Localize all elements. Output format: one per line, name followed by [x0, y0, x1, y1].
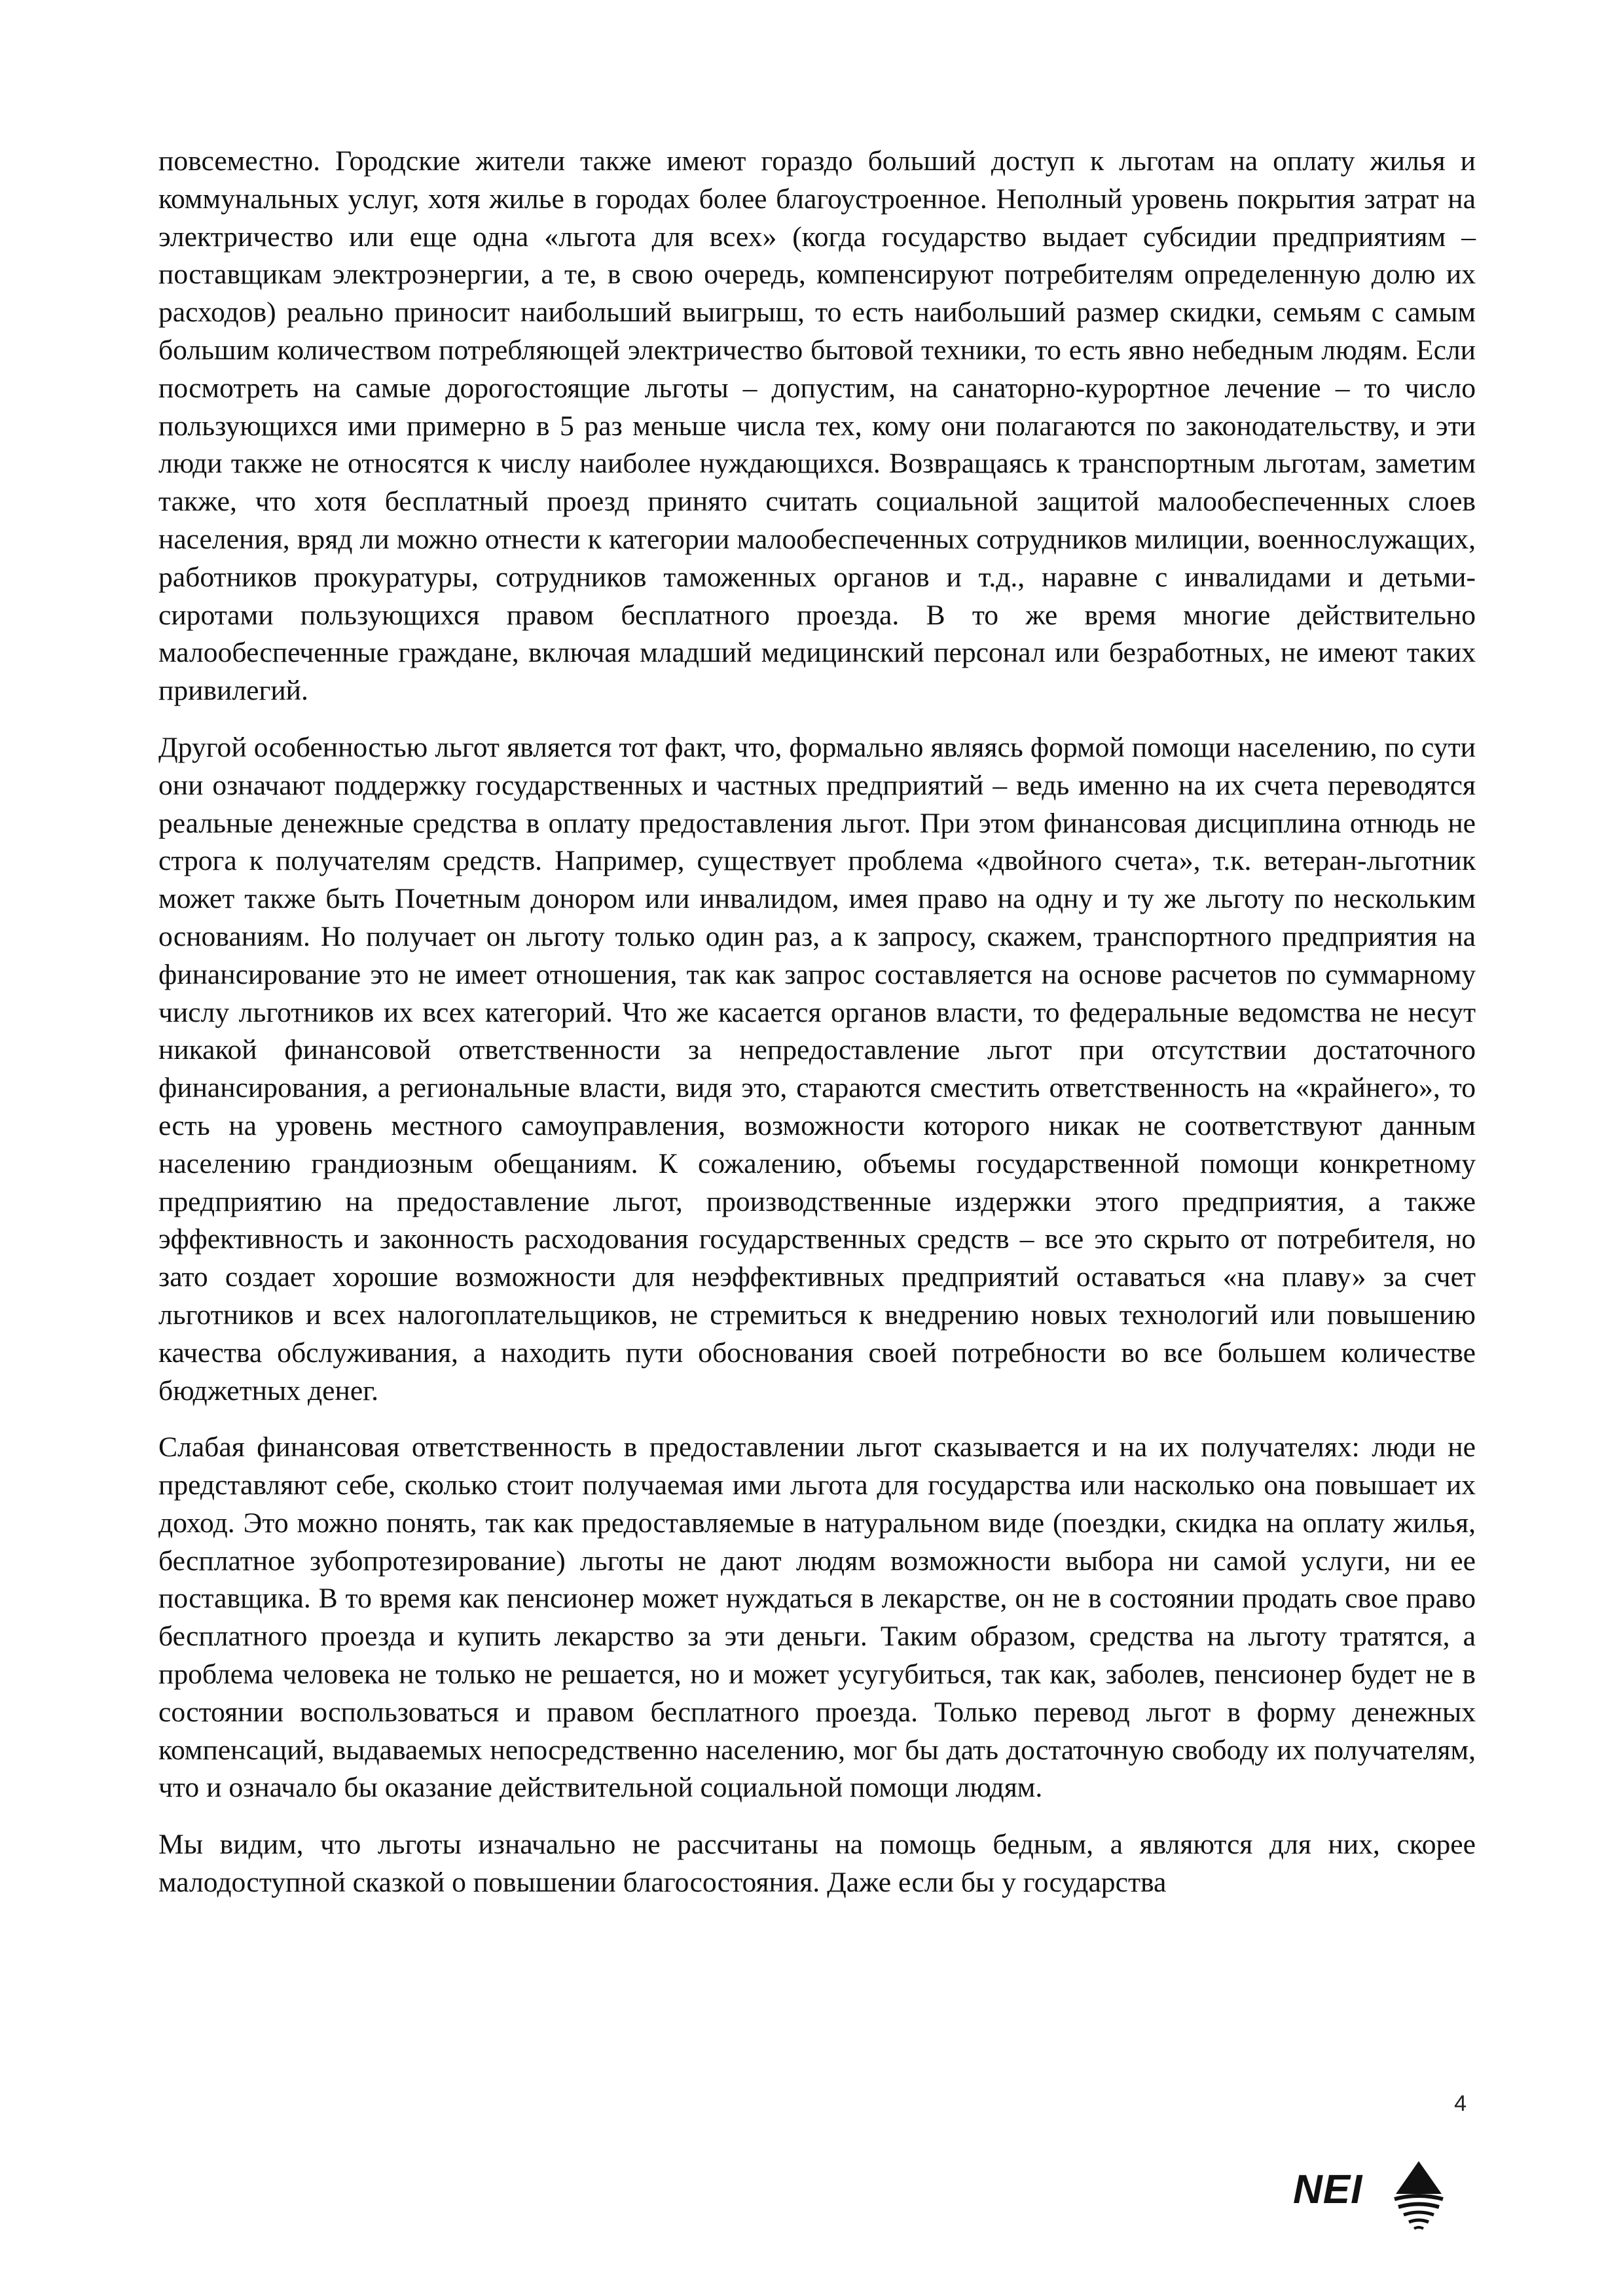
logo-text: NEI: [1293, 2167, 1363, 2212]
nei-logo: [1293, 2160, 1450, 2232]
paragraph-4: Мы видим, что льготы изначально не рассчитаны на помощь бедным, а являются для них, скорее малодоступной сказкой о повышении благосостояния. Даже если бы у государства: [158, 1829, 1476, 1899]
paragraph-1: повсеместно. Городские жители также имеют гораздо больший доступ к льготам на оплату жилья и коммунальных услуг, хотя жилье в городах более благоустроенное. Неполный уровень покрытия затрат на электричество или еще одна «льгота для всех» (когда государство выдает субсидии предприятиям – поставщикам электроэнергии, а те, в свою очередь, компенсируют потребителям определенную долю их расходов) реально приносит наибольший выигрыш, то есть наибольший размер скидки, семьям с самым большим количеством потребляющей электричество бытовой техники, то есть явно небедным людям. Если посмотреть на самые дорогостоящие льготы – допустим, на санаторно-курортное лечение – то число пользующихся ими примерно в 5 раз меньше числа тех, кому они полагаются по законодательству, и эти люди также не относятся к числу наиболее нуждающихся. Возвращаясь к транспортным льготам, заметим также, что хотя бесплатный проезд принято считать социальной защитой малообеспеченных слоев населения, вряд ли можно отнести к категории малообеспеченных сотрудников милиции, военнослужащих, работников прокуратуры, сотрудников таможенных органов и т.д., наравне с инвалидами и детьми-сиротами пользующихся правом бесплатного проезда. В то же время многие действительно малообеспеченные граждане, включая младший медицинский персонал или безработных, не имеют таких привилегий.: [158, 145, 1476, 707]
page-number: 4: [1454, 2091, 1467, 2116]
paragraph-2: Другой особенностью льгот является тот факт, что, формально являясь формой помощи населению, по сути они означают поддержку государственных и частных предприятий – ведь именно на их счета переводятся реальные денежные средства в оплату предоставления льгот. При этом финансовая дисциплина отнюдь не строга к получателям средств. Например, существует проблема «двойного счета», т.к. ветеран-льготник может также быть Почетным донором или инвалидом, имея право на одну и ту же льготу по нескольким основаниям. Но получает он льготу только один раз, а к запросу, скажем, транспортного предприятия на финансирование это не имеет отношения, так как запрос составляется на основе расчетов по суммарному числу льготников их всех категорий. Что же касается органов власти, то федеральные ведомства не несут никакой финансовой ответственности за непредоставление льгот при отсутствии достаточного финансирования, а региональные власти, видя это, стараются сместить ответственность на «крайнего», то есть на уровень местного самоуправления, возможности которого никак не соответствуют данным населению грандиозным обещаниям. К сожалению, объемы государственной помощи конкретному предприятию на предоставление льгот, производственные издержки этого предприятия, а также эффективность и законность расходования государственных средств – все это скрыто от потребителя, но зато создает хорошие возможности для неэффективных предприятий оставаться «на плаву» за счет льготников и всех налогоплательщиков, не стремиться к внедрению новых технологий или повышению качества обслуживания, а находить пути обоснования своей потребности во все большем количестве бюджетных денег.: [158, 731, 1476, 1407]
paragraph-3: Слабая финансовая ответственность в предоставлении льгот сказывается и на их получателях: люди не представляют себе, сколько стоит получаемая ими льгота для государства или насколько она повышает их доход. Это можно понять, так как предоставляемые в натуральном виде (поездки, скидка на оплату жилья, бесплатное зубопротезирование) льготы не дают людям возможности выбора ни самой услуги, ни ее поставщика. В то время как пенсионер может нуждаться в лекарстве, он не в состоянии продать свое право бесплатного проезда и купить лекарство за эти деньги. Таким образом, средства на льготу тратятся, а проблема человека не только не решается, но и может усугубиться, так как, заболев, пенсионер будет не в состоянии воспользоваться и правом бесплатного проезда. Только перевод льгот в форму денежных компенсаций, выдаваемых непосредственно населению, мог бы дать достаточную свободу их получателям, что и означало бы оказание действительной социальной помощи людям.: [158, 1431, 1476, 1804]
pyramid-icon: [1389, 2160, 1448, 2232]
body-text: [158, 143, 1476, 1921]
